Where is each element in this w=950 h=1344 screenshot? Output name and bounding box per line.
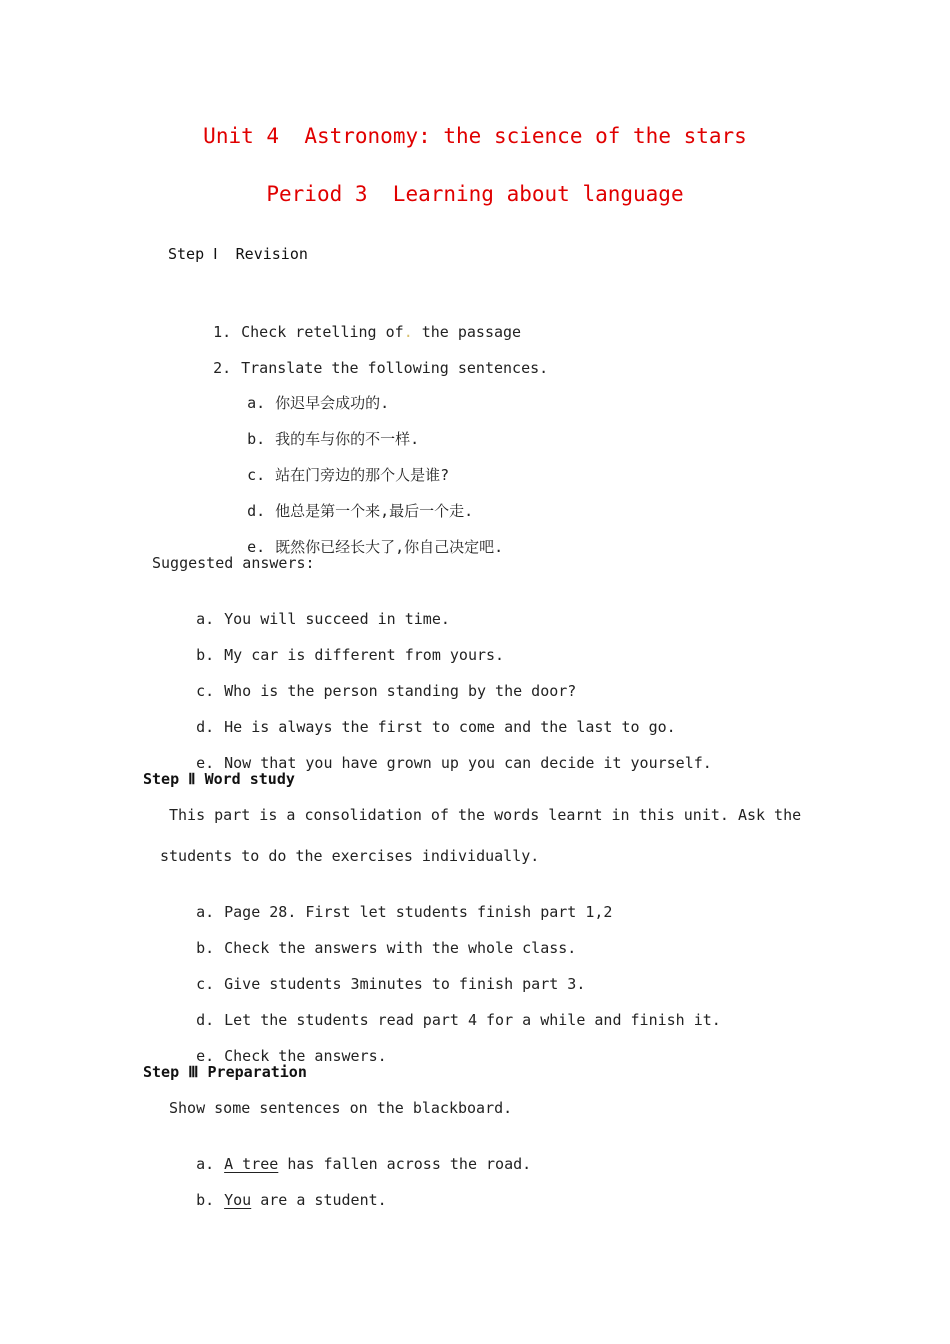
- list-marker: e.: [196, 754, 215, 772]
- answer-text: You will succeed in time.: [224, 610, 450, 628]
- list-marker: e.: [196, 1047, 215, 1065]
- step1-heading: Step Ⅰ Revision: [168, 245, 308, 263]
- list-marker: c.: [196, 682, 215, 700]
- list-marker: 2.: [213, 359, 232, 377]
- list-marker: e.: [247, 538, 266, 556]
- period-title: Period 3 Learning about language: [266, 182, 684, 206]
- answer-text: Now that you have grown up you can decide it yourself.: [224, 754, 712, 772]
- step2-intro-line2: students to do the exercises individually.: [160, 847, 540, 865]
- chinese-sentence-text: 你迟早会成功的.: [275, 394, 390, 412]
- revision-item-text: Check retelling of: [241, 323, 404, 341]
- sentence-rest: are a student.: [251, 1191, 387, 1209]
- unit-title: Unit 4 Astronomy: the science of the stars: [203, 124, 747, 148]
- list-marker: b.: [247, 430, 266, 448]
- word-study-text: Page 28. First let students finish part 1,2: [224, 903, 613, 921]
- step3-heading: Step Ⅲ Preparation: [143, 1063, 307, 1081]
- answer-text: Who is the person standing by the door?: [224, 682, 577, 700]
- list-marker: b.: [196, 646, 215, 664]
- answer-text: My car is different from yours.: [224, 646, 505, 664]
- answers-label: Suggested answers:: [152, 554, 315, 572]
- step3-intro: Show some sentences on the blackboard.: [169, 1099, 513, 1117]
- word-study-text: Let the students read part 4 for a while and finish it.: [224, 1011, 721, 1029]
- word-study-text: Give students 3minutes to finish part 3.: [224, 975, 586, 993]
- list-marker: a.: [196, 1155, 215, 1173]
- answer-text: He is always the first to come and the last to go.: [224, 718, 676, 736]
- list-marker: b.: [196, 939, 215, 957]
- revision-item-text: Translate the following sentences.: [241, 359, 549, 377]
- list-marker: b.: [196, 1191, 215, 1209]
- chinese-sentence-text: 他总是第一个来,最后一个走.: [275, 502, 474, 520]
- underlined-subject: You: [224, 1191, 252, 1209]
- list-marker: a.: [196, 903, 215, 921]
- list-marker: d.: [196, 718, 215, 736]
- preparation-item-b: [160, 1170, 387, 1230]
- list-marker: d.: [247, 502, 266, 520]
- chinese-sentence-text: 我的车与你的不一样.: [275, 430, 420, 448]
- list-marker: c.: [247, 466, 266, 484]
- chinese-sentence-text: 站在门旁边的那个人是谁?: [275, 466, 450, 484]
- revision-item-text-rest: the passage: [412, 323, 522, 341]
- step2-heading: Step Ⅱ Word study: [143, 770, 295, 788]
- sentence-rest: has fallen across the road.: [278, 1155, 532, 1173]
- stray-dot: .: [403, 323, 413, 341]
- list-marker: a.: [196, 610, 215, 628]
- list-marker: a.: [247, 394, 266, 412]
- word-study-text: Check the answers with the whole class.: [224, 939, 577, 957]
- underlined-subject: A tree: [224, 1155, 279, 1173]
- step2-intro-line1: This part is a consolidation of the words learnt in this unit. Ask the: [169, 806, 802, 824]
- list-marker: d.: [196, 1011, 215, 1029]
- list-marker: c.: [196, 975, 215, 993]
- word-study-text: Check the answers.: [224, 1047, 387, 1065]
- chinese-sentence-text: 既然你已经长大了,你自己决定吧.: [275, 538, 504, 556]
- list-marker: 1.: [213, 323, 232, 341]
